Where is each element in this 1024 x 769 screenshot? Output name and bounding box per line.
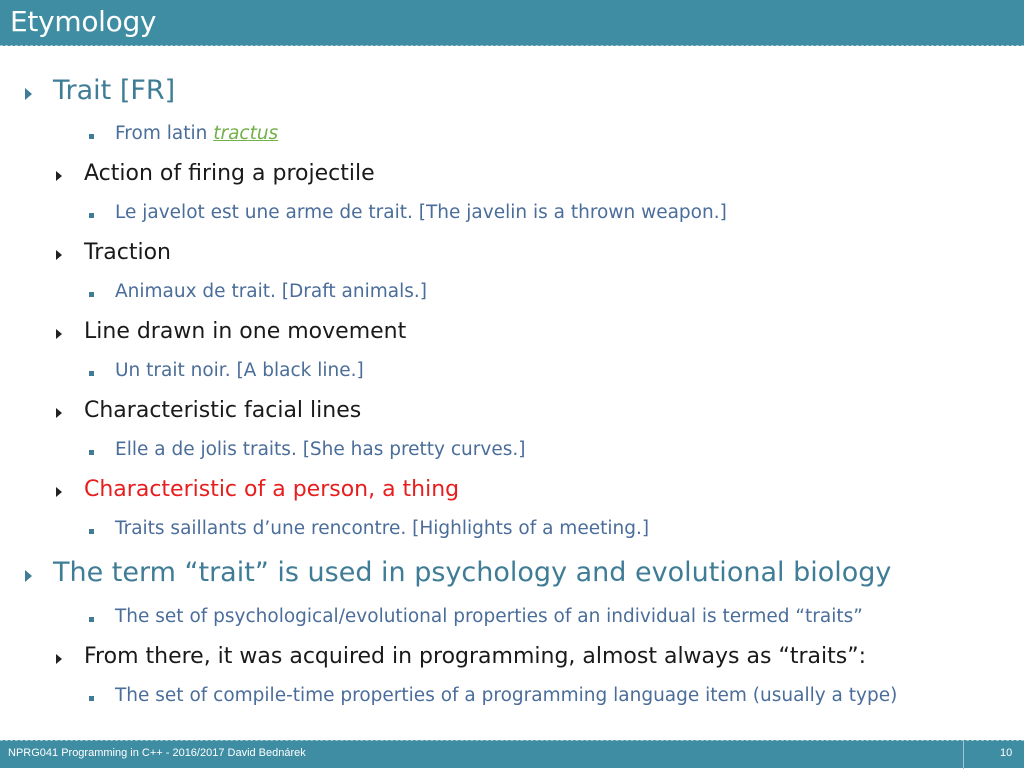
bullet-square-icon	[89, 134, 94, 139]
sub-bullet-line-drawn-example: Un trait noir. [A black line.]	[115, 360, 364, 381]
bullet-facial: Characteristic facial lines	[84, 398, 362, 423]
bullet-arrow-icon	[56, 654, 62, 664]
sub-bullet-person-example: Traits saillants d’une rencontre. [Highlights of a meeting.]	[115, 518, 650, 539]
sub-bullet-term-example: The set of psychological/evolutional properties of an individual is termed “traits”	[115, 606, 863, 627]
bullet-arrow-icon	[56, 408, 62, 418]
bullet-line-drawn: Line drawn in one movement	[84, 319, 407, 344]
bullet-arrow-icon	[25, 570, 32, 582]
sub-bullet-traction-example: Animaux de trait. [Draft animals.]	[115, 281, 427, 302]
bullet-square-icon	[89, 213, 94, 218]
bullet-square-icon	[89, 450, 94, 455]
bullet-person-highlight: Characteristic of a person, a thing	[84, 477, 460, 502]
bullet-programming: From there, it was acquired in programming, almost always as “traits”:	[84, 644, 866, 669]
page-number: 10	[1000, 747, 1013, 759]
bullet-arrow-icon	[25, 88, 32, 100]
sub-bullet-from-latin	[115, 123, 278, 144]
footer-course-text: NPRG041 Programming in C++ - 2016/2017 David Bednárek	[8, 747, 306, 759]
bullet-square-icon	[89, 529, 94, 534]
sub-bullet-facial-example: Elle a de jolis traits. [She has pretty curves.]	[115, 439, 526, 460]
bullet-square-icon	[89, 371, 94, 376]
bullet-arrow-icon	[56, 329, 62, 339]
bullet-square-icon	[89, 292, 94, 297]
bullet-arrow-icon	[56, 487, 62, 497]
bullet-action: Action of firing a projectile	[84, 161, 375, 186]
bullet-square-icon	[89, 617, 94, 622]
tractus-link[interactable]: tractus	[213, 123, 279, 144]
from-latin-label: From latin	[115, 123, 214, 144]
bullet-arrow-icon	[56, 250, 62, 260]
sub-bullet-programming-example: The set of compile-time properties of a programming language item (usually a type)	[115, 685, 898, 706]
footer-divider	[963, 741, 964, 769]
slide-title: Etymology	[10, 5, 157, 38]
bullet-trait-fr: Trait [FR]	[53, 75, 176, 106]
bullet-square-icon	[89, 696, 94, 701]
bullet-arrow-icon	[56, 171, 62, 181]
bullet-term-trait: The term “trait” is used in psychology and evolutional biology	[53, 557, 892, 588]
sub-bullet-action-example: Le javelot est une arme de trait. [The javelin is a thrown weapon.]	[115, 202, 727, 223]
bullet-traction: Traction	[84, 240, 171, 265]
footer-bar	[0, 740, 1024, 768]
